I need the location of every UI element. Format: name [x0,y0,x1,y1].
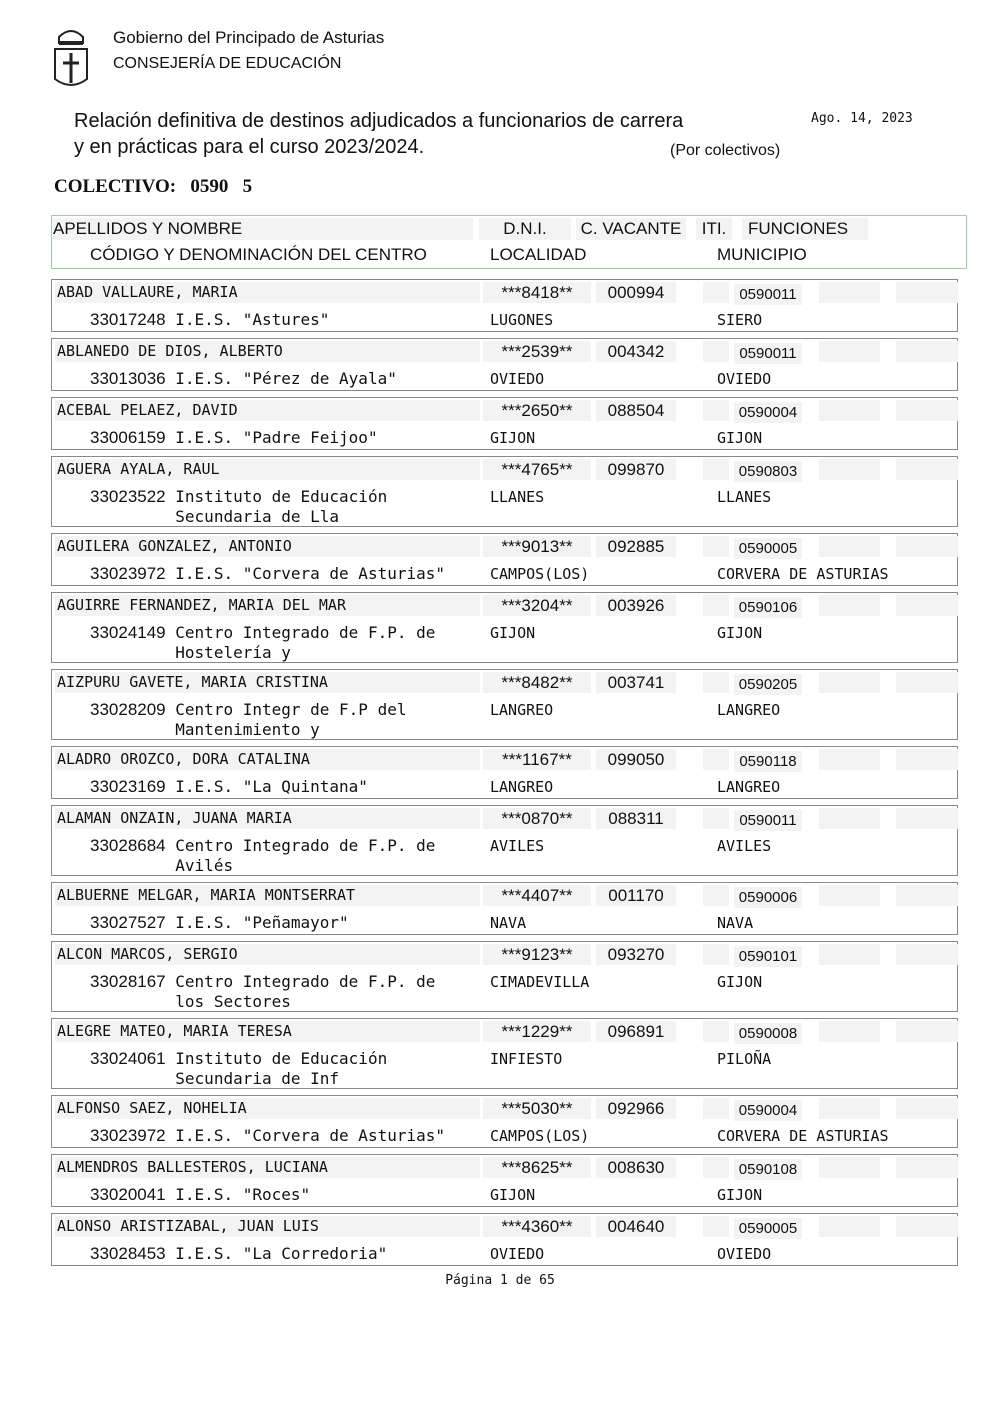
record-iti [703,400,729,421]
record-iti [703,341,729,362]
record-vacante: 003741 [596,672,676,693]
record-empty-cell [819,1098,880,1119]
record-empty-cell [896,459,958,480]
record-dni: ***3204** [483,595,591,616]
record-row [51,805,958,876]
record-centro [90,623,475,663]
record-empty-cell [896,1098,958,1119]
record-empty-cell [896,341,958,362]
record-empty-cell [819,1216,880,1237]
centro-code: 33023169 [90,777,166,796]
records-list [51,279,958,1272]
record-funciones: 0590101 [734,946,802,967]
document-date: Ago. 14, 2023 [811,111,913,126]
centro-code: 33028209 [90,700,166,719]
record-dni: ***4765** [483,459,591,480]
record-name: ALONSO ARISTIZABAL, JUAN LUIS [55,1216,480,1237]
record-dni: ***0870** [483,808,591,829]
record-row [51,533,958,586]
record-vacante: 008630 [596,1157,676,1178]
record-row [51,1018,958,1089]
table-header [51,215,967,269]
record-empty-cell [896,1157,958,1178]
record-dni: ***2650** [483,400,591,421]
record-centro [90,700,475,740]
record-funciones: 0590205 [734,674,802,695]
record-iti [703,749,729,770]
record-funciones: 0590008 [734,1023,802,1044]
col-localidad: LOCALIDAD [490,245,587,264]
record-row [51,746,958,799]
record-localidad: GIJON [490,429,536,447]
record-vacante: 093270 [596,944,676,965]
record-iti [703,672,729,693]
record-dni: ***9123** [483,944,591,965]
centro-code: 33027527 [90,913,166,932]
record-empty-cell [896,536,958,557]
col-dni: D.N.I. [479,218,571,240]
record-dni: ***1229** [483,1021,591,1042]
record-centro [90,972,475,1012]
record-empty-cell [896,1021,958,1042]
record-localidad: LLANES [490,488,545,506]
record-name: AGUERA AYALA, RAUL [55,459,480,480]
record-funciones: 0590006 [734,887,802,908]
record-empty-cell [896,595,958,616]
record-funciones: 0590004 [734,402,802,423]
record-empty-cell [819,672,880,693]
title-line-2: y en prácticas para el curso 2023/2024. [74,136,425,158]
record-localidad: OVIEDO [490,370,545,388]
centro-name: I.E.S. "La Corredoria" [175,1244,388,1263]
record-empty-cell [819,341,880,362]
record-vacante: 092885 [596,536,676,557]
record-dni: ***4360** [483,1216,591,1237]
record-name: AGUIRRE FERNANDEZ, MARIA DEL MAR [55,595,480,616]
centro-code: 33023972 [90,564,166,583]
colectivo-heading: COLECTIVO: 0590 5 [54,176,253,197]
col-centro: CÓDIGO Y DENOMINACIÓN DEL CENTRO [90,245,427,264]
centro-name: I.E.S. "Roces" [175,1185,311,1204]
record-row [51,456,958,527]
col-iti: ITI. [696,218,732,240]
record-municipio: LANGREO [717,778,781,796]
record-localidad: CAMPOS(LOS) [490,565,590,583]
record-iti [703,1021,729,1042]
centro-code: 33023522 [90,487,166,506]
record-row [51,669,958,740]
centro-name: Instituto de Educación Secundaria de Lla [175,487,388,526]
record-funciones: 0590005 [734,538,802,559]
record-empty-cell [819,1021,880,1042]
centro-code: 33023972 [90,1126,166,1145]
centro-name: Centro Integrado de F.P. de los Sectores [175,972,436,1011]
centro-name: I.E.S. "La Quintana" [175,777,368,796]
record-empty-cell [819,459,880,480]
record-empty-cell [819,400,880,421]
record-dni: ***5030** [483,1098,591,1119]
record-vacante: 088504 [596,400,676,421]
centro-code: 33017248 [90,310,166,329]
centro-code: 33028453 [90,1244,166,1263]
record-centro [90,913,475,933]
record-localidad: CIMADEVILLA [490,973,590,991]
record-row [51,397,958,450]
record-name: AIZPURU GAVETE, MARIA CRISTINA [55,672,480,693]
record-name: ALMENDROS BALLESTEROS, LUCIANA [55,1157,480,1178]
centro-name: Centro Integr de F.P del Mantenimiento y [175,700,407,739]
record-iti [703,1216,729,1237]
record-empty-cell [896,1216,958,1237]
record-empty-cell [819,749,880,770]
centro-code: 33020041 [90,1185,166,1204]
record-row [51,882,958,935]
centro-name: I.E.S. "Corvera de Asturias" [175,564,445,583]
record-name: AGUILERA GONZALEZ, ANTONIO [55,536,480,557]
record-funciones: 0590118 [734,751,802,772]
asturias-coat-of-arms-logo [53,25,89,89]
record-dni: ***9013** [483,536,591,557]
record-municipio: LLANES [717,488,772,506]
record-municipio: GIJON [717,429,763,447]
record-name: ALFONSO SAEZ, NOHELIA [55,1098,480,1119]
record-dni: ***2539** [483,341,591,362]
record-localidad: INFIESTO [490,1050,563,1068]
record-funciones: 0590011 [734,810,802,831]
record-empty-cell [819,536,880,557]
centro-name: I.E.S. "Padre Feijoo" [175,428,378,447]
record-row [51,1095,958,1148]
record-centro [90,369,475,389]
record-municipio: NAVA [717,914,754,932]
record-localidad: AVILES [490,837,545,855]
centro-name: Centro Integrado de F.P. de Avilés [175,836,436,875]
record-funciones: 0590005 [734,1218,802,1239]
centro-code: 33024061 [90,1049,166,1068]
record-row [51,592,958,663]
record-vacante: 099870 [596,459,676,480]
centro-name: I.E.S. "Peñamayor" [175,913,349,932]
col-name: APELLIDOS Y NOMBRE [53,218,473,240]
record-iti [703,808,729,829]
record-empty-cell [896,400,958,421]
record-centro [90,777,475,797]
record-localidad: NAVA [490,914,527,932]
record-row [51,279,958,332]
record-funciones: 0590106 [734,597,802,618]
record-dni: ***8418** [483,282,591,303]
record-municipio: SIERO [717,311,763,329]
record-dni: ***4407** [483,885,591,906]
record-empty-cell [819,282,880,303]
record-centro [90,1244,475,1264]
document-title [74,108,683,160]
centro-name: I.E.S. "Pérez de Ayala" [175,369,397,388]
centro-name: Centro Integrado de F.P. de Hostelería y [175,623,436,662]
record-dni: ***8482** [483,672,591,693]
record-localidad: GIJON [490,1186,536,1204]
record-vacante: 096891 [596,1021,676,1042]
record-municipio: GIJON [717,1186,763,1204]
record-centro [90,564,475,584]
record-name: ALBUERNE MELGAR, MARIA MONTSERRAT [55,885,480,906]
org-name: Gobierno del Principado de Asturias [113,28,385,47]
record-name: ALEGRE MATEO, MARIA TERESA [55,1021,480,1042]
record-iti [703,1157,729,1178]
record-localidad: LANGREO [490,701,554,719]
title-line-1: Relación definitiva de destinos adjudicados a funcionarios de carrera [74,110,684,132]
record-empty-cell [819,1157,880,1178]
record-name: ABAD VALLAURE, MARIA [55,282,480,303]
record-funciones: 0590004 [734,1100,802,1121]
record-municipio: CORVERA DE ASTURIAS [717,1127,889,1145]
record-iti [703,459,729,480]
record-localidad: LANGREO [490,778,554,796]
record-centro [90,836,475,876]
record-localidad: OVIEDO [490,1245,545,1263]
record-row [51,338,958,391]
record-vacante: 000994 [596,282,676,303]
record-municipio: OVIEDO [717,370,772,388]
record-empty-cell [819,808,880,829]
page-number: Página 1 de 65 [445,1273,555,1288]
record-row [51,941,958,1012]
record-iti [703,282,729,303]
centro-code: 33006159 [90,428,166,447]
centro-code: 33028684 [90,836,166,855]
record-municipio: AVILES [717,837,772,855]
centro-name: Instituto de Educación Secundaria de Inf [175,1049,388,1088]
record-empty-cell [819,885,880,906]
centro-name: I.E.S. "Corvera de Asturias" [175,1126,445,1145]
record-row [51,1154,958,1207]
record-name: ABLANEDO DE DIOS, ALBERTO [55,341,480,362]
record-empty-cell [896,282,958,303]
record-name: ALAMAN ONZAIN, JUANA MARIA [55,808,480,829]
record-centro [90,310,475,330]
centro-name: I.E.S. "Astures" [175,310,330,329]
record-municipio: PILOÑA [717,1050,772,1068]
centro-code: 33024149 [90,623,166,642]
record-name: ALADRO OROZCO, DORA CATALINA [55,749,480,770]
record-centro [90,1126,475,1146]
record-centro [90,428,475,448]
record-municipio: CORVERA DE ASTURIAS [717,565,889,583]
record-iti [703,536,729,557]
record-vacante: 088311 [596,808,676,829]
record-empty-cell [896,944,958,965]
record-vacante: 001170 [596,885,676,906]
record-vacante: 099050 [596,749,676,770]
record-centro [90,1049,475,1089]
record-funciones: 0590011 [734,284,802,305]
record-iti [703,1098,729,1119]
record-vacante: 092966 [596,1098,676,1119]
col-vacante: C. VACANTE [576,218,686,240]
record-funciones: 0590011 [734,343,802,364]
record-vacante: 003926 [596,595,676,616]
department-name: CONSEJERÍA DE EDUCACIÓN [113,55,342,72]
record-empty-cell [819,944,880,965]
record-empty-cell [896,749,958,770]
record-vacante: 004342 [596,341,676,362]
record-localidad: LUGONES [490,311,554,329]
record-iti [703,595,729,616]
record-municipio: OVIEDO [717,1245,772,1263]
record-row [51,1213,958,1266]
centro-code: 33013036 [90,369,166,388]
record-municipio: GIJON [717,624,763,642]
record-iti [703,885,729,906]
col-municipio: MUNICIPIO [717,245,807,264]
record-empty-cell [819,595,880,616]
record-empty-cell [896,808,958,829]
centro-code: 33028167 [90,972,166,991]
record-municipio: LANGREO [717,701,781,719]
record-localidad: CAMPOS(LOS) [490,1127,590,1145]
record-iti [703,944,729,965]
record-dni: ***1167** [483,749,591,770]
record-funciones: 0590108 [734,1159,802,1180]
record-vacante: 004640 [596,1216,676,1237]
record-centro [90,487,475,527]
record-name: ALCON MARCOS, SERGIO [55,944,480,965]
record-empty-cell [896,885,958,906]
record-dni: ***8625** [483,1157,591,1178]
record-centro [90,1185,475,1205]
document-subtitle: (Por colectivos) [670,142,781,159]
record-name: ACEBAL PELAEZ, DAVID [55,400,480,421]
record-empty-cell [896,672,958,693]
record-municipio: GIJON [717,973,763,991]
col-funciones: FUNCIONES [742,218,868,240]
record-localidad: GIJON [490,624,536,642]
record-funciones: 0590803 [734,461,802,482]
